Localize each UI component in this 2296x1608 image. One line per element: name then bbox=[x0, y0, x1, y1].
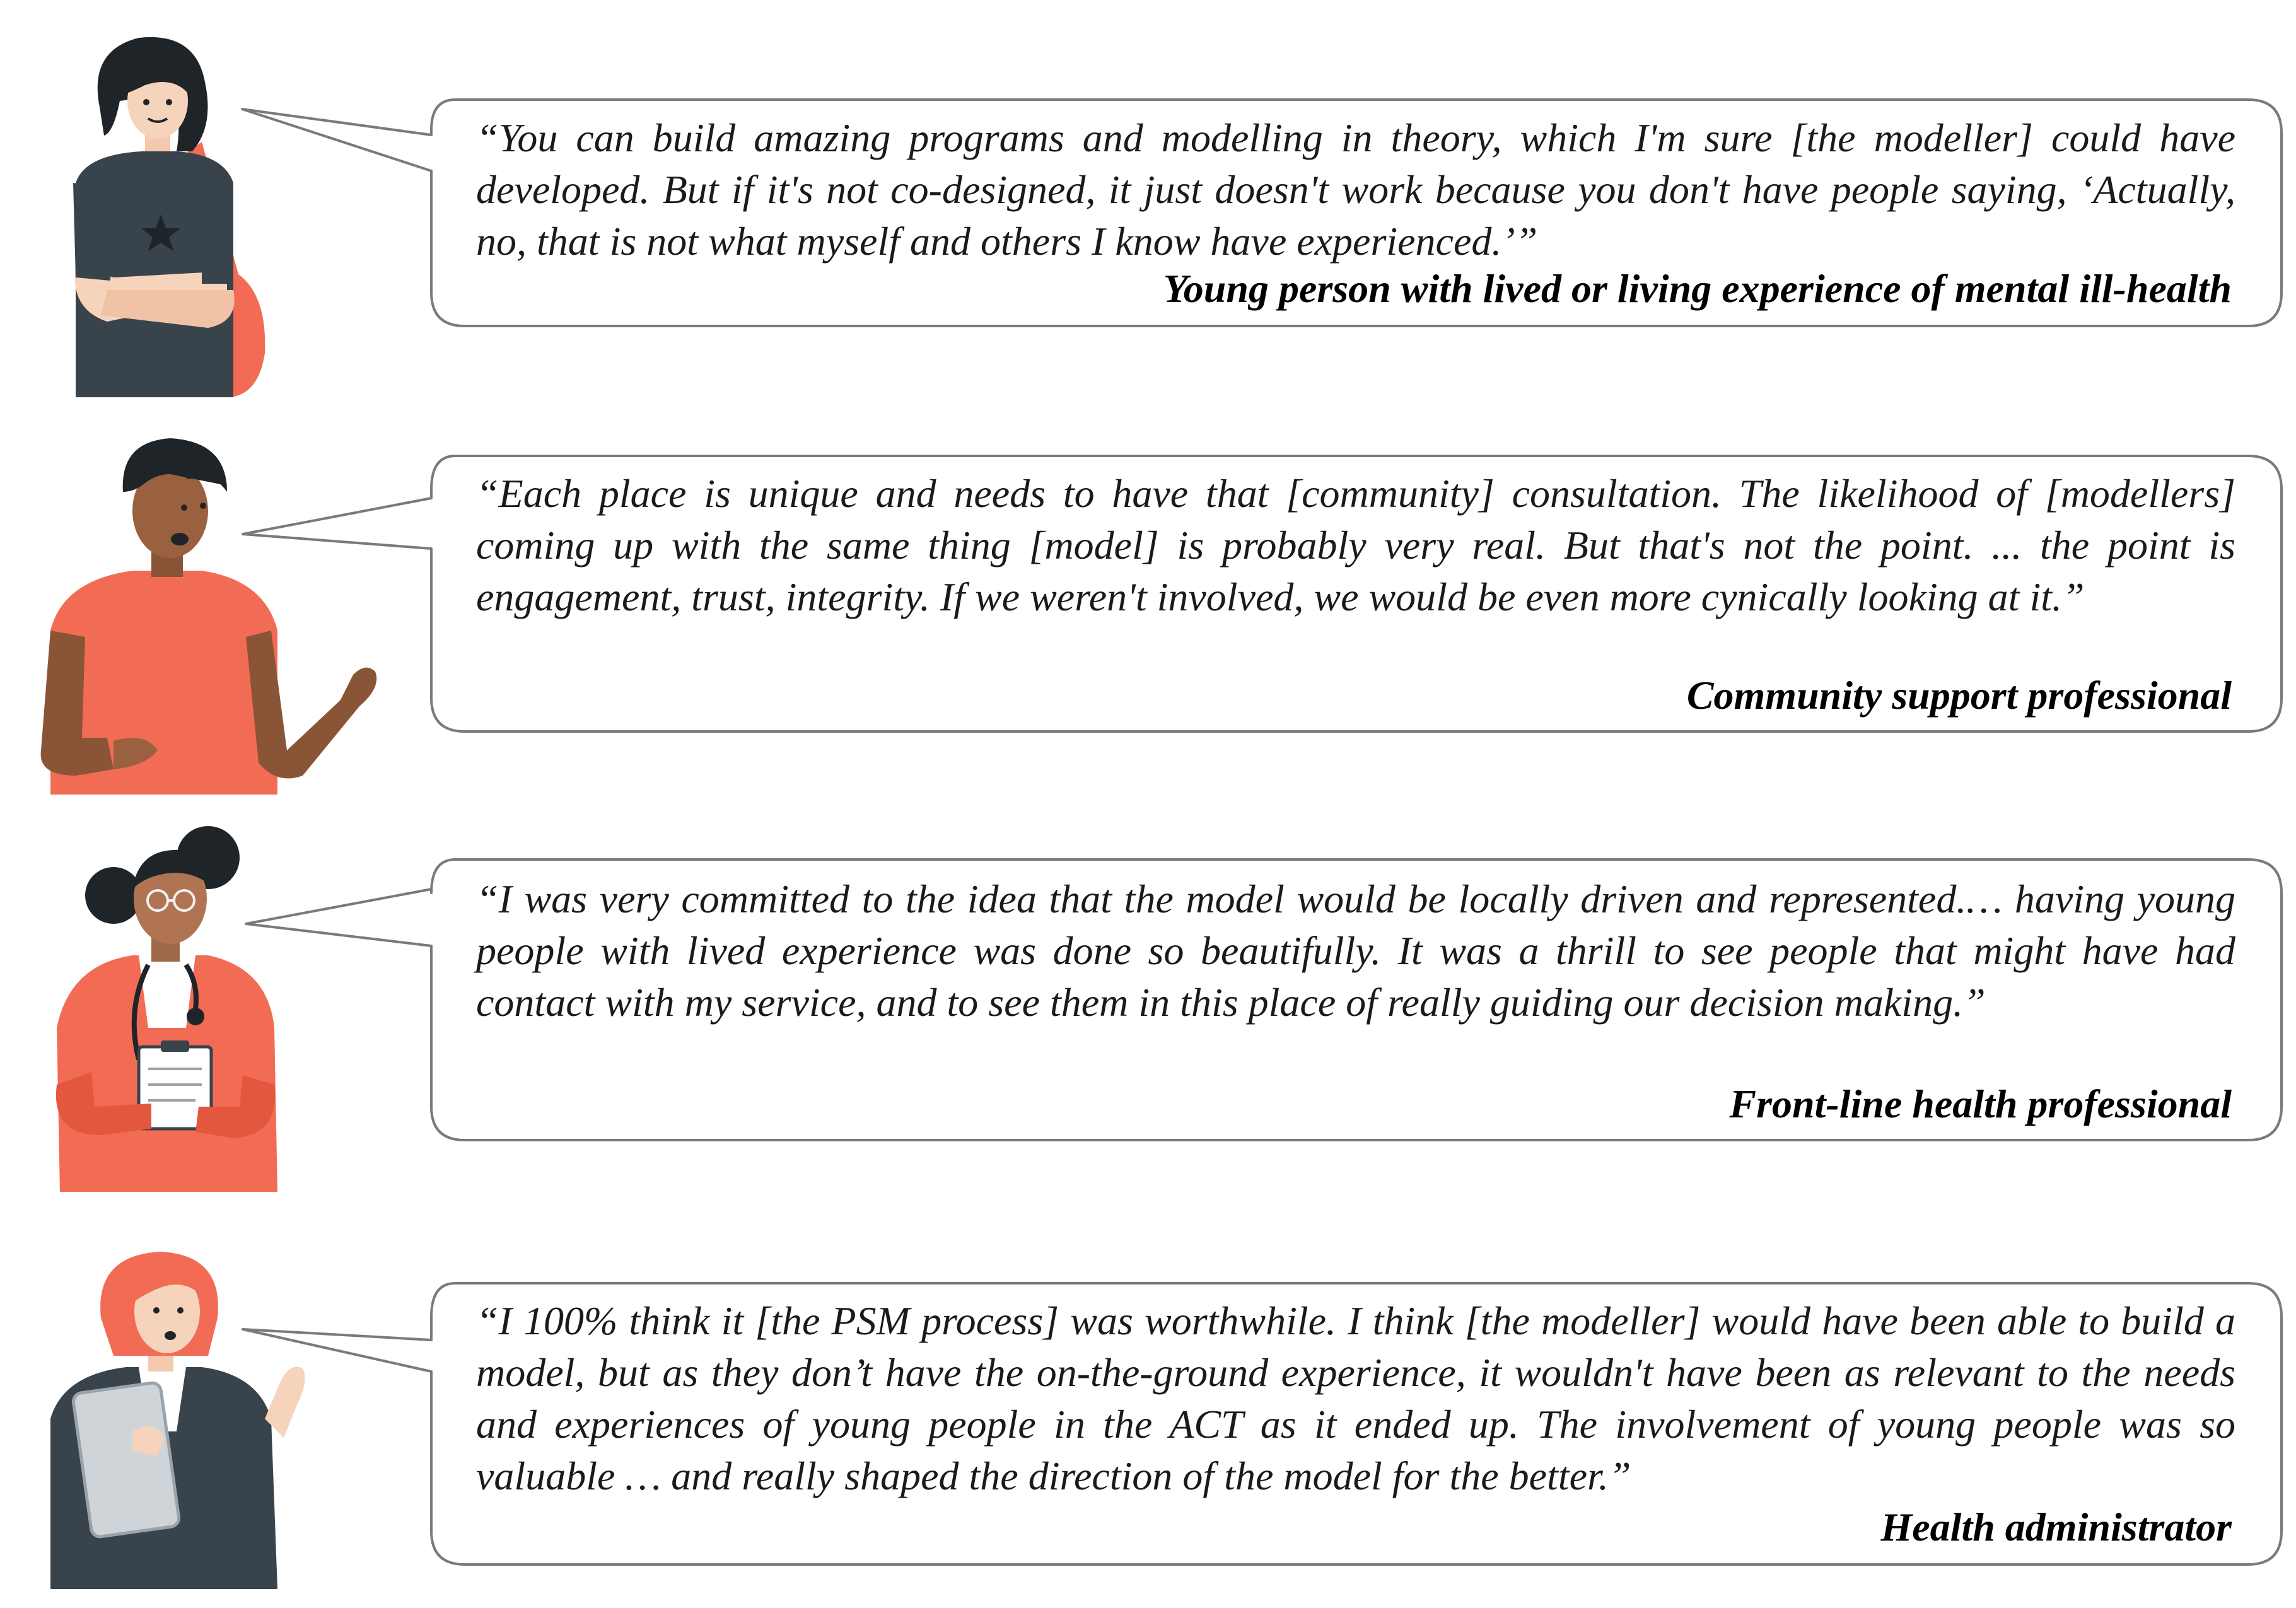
speaker-label: Front-line health professional bbox=[1729, 1081, 2232, 1126]
speaker-label: Community support professional bbox=[1686, 673, 2232, 718]
quote-text: “I 100% think it [the PSM process] was worthwhile. I think [the modeller] would have been able to build a model, but as they don’t have the on-the-ground experience, it wouldn't have been as relevant to the needs and experiences of young people in the ACT as it ended up. The involvement of young people was so valuable … and really shaped the direction of the model for the better.” bbox=[476, 1298, 2235, 1498]
quote-text: “I was very committed to the idea that the model would be locally driven and represented.… having young people with lived experience was done so beautifully. It was a thrill to see people that might have had contact with my service, and to see them in this place of really guiding our decision making.” bbox=[476, 877, 2235, 1025]
testimonial-community-professional bbox=[0, 410, 2296, 820]
testimonial-front-line-health bbox=[0, 820, 2296, 1230]
testimonial-health-administrator bbox=[0, 1230, 2296, 1608]
young-person-crossed-arms-icon bbox=[50, 25, 277, 404]
quote-text: “You can build amazing programs and modelling in theory, which I'm sure [the modeller] could have developed. But if it's not co-designed, it just doesn't work because you don't have people saying, ‘Actually, no, that is not what myself and others I know have experienced.’” bbox=[476, 115, 2235, 264]
speaker-label: Young person with lived or living experience of mental ill-health bbox=[1163, 266, 2232, 311]
health-worker-stethoscope-icon bbox=[44, 820, 296, 1198]
speaker-label: Health administrator bbox=[1880, 1505, 2232, 1549]
quote-text: “Each place is unique and needs to have that [community] consultation. The likelihood of [modellers] coming up with the same thing [model] is probably very real. But that's not the point. ... the point is engagement, trust, integrity. If we weren't involved, we would be even more cynically looking at it.” bbox=[476, 471, 2235, 619]
administrator-tablet-icon bbox=[38, 1230, 315, 1595]
gesturing-man-icon bbox=[38, 422, 391, 801]
testimonial-young-person bbox=[0, 0, 2296, 410]
